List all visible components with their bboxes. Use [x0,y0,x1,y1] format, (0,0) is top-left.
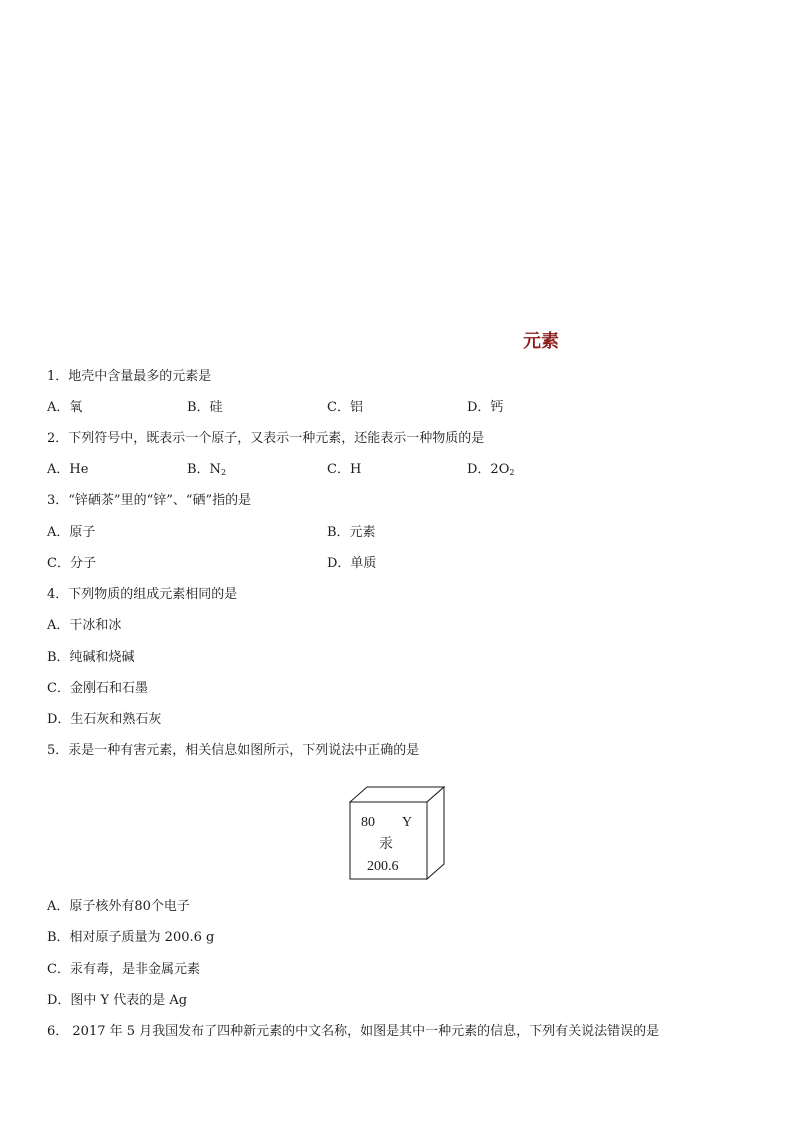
cube-side-face [427,787,444,879]
element-cube-figure [348,785,448,881]
option-c[interactable] [327,461,361,479]
option-c[interactable]: C．金刚石和石墨 [47,681,148,696]
option-text: C．H [327,462,362,477]
subscript: 2 [509,468,515,477]
option-d[interactable] [467,461,514,482]
option-a[interactable]: A．氧 [47,400,83,415]
question-6-stem: 6． 2017 年 5 月我国发布了四种新元素的中文名称，如图是其中一种元素的信息，下列有关说法错误的是 [47,1024,660,1039]
option-b[interactable] [187,461,226,482]
option-a[interactable]: A．原子 [47,525,96,540]
option-text: A．He [47,462,89,477]
option-c[interactable]: C．分子 [47,556,96,571]
atomic-number: 80 [361,815,375,830]
option-c[interactable]: C．铝 [327,400,363,415]
option-d[interactable]: D．图中 Y 代表的是 Ag [47,993,188,1008]
option-d[interactable]: D．钙 [467,400,504,415]
question-3-stem: 3．“锌硒茶”里的“锌”、“硒”指的是 [47,493,252,508]
option-a[interactable] [47,461,88,479]
atomic-mass: 200.6 [367,859,399,874]
question-4-stem: 4．下列物质的组成元素相同的是 [47,587,238,602]
question-2-stem: 2．下列符号中，既表示一个原子，又表示一种元素，还能表示一种物质的是 [47,431,485,446]
option-a[interactable]: A．干冰和冰 [47,618,122,633]
option-b[interactable]: B．纯碱和烧碱 [47,650,135,665]
option-d[interactable]: D．生石灰和熟石灰 [47,712,162,727]
element-name: 汞 [379,837,393,852]
option-text: D．2O [467,462,510,477]
option-b[interactable]: B．元素 [327,525,376,540]
question-5-stem: 5．汞是一种有害元素，相关信息如图所示，下列说法中正确的是 [47,743,420,758]
element-symbol: Y [402,815,413,830]
option-b[interactable]: B．相对原子质量为 200.6 g [47,930,215,945]
option-text: B．N [187,462,221,477]
subscript: 2 [220,468,227,477]
page-title: 元素 [523,331,559,352]
option-b[interactable]: B．硅 [187,400,223,415]
question-1-stem: 1．地壳中含量最多的元素是 [47,369,212,384]
option-c[interactable]: C．汞有毒，是非金属元素 [47,962,200,977]
option-d[interactable]: D．单质 [327,556,377,571]
option-a[interactable]: A．原子核外有80个电子 [47,899,190,914]
